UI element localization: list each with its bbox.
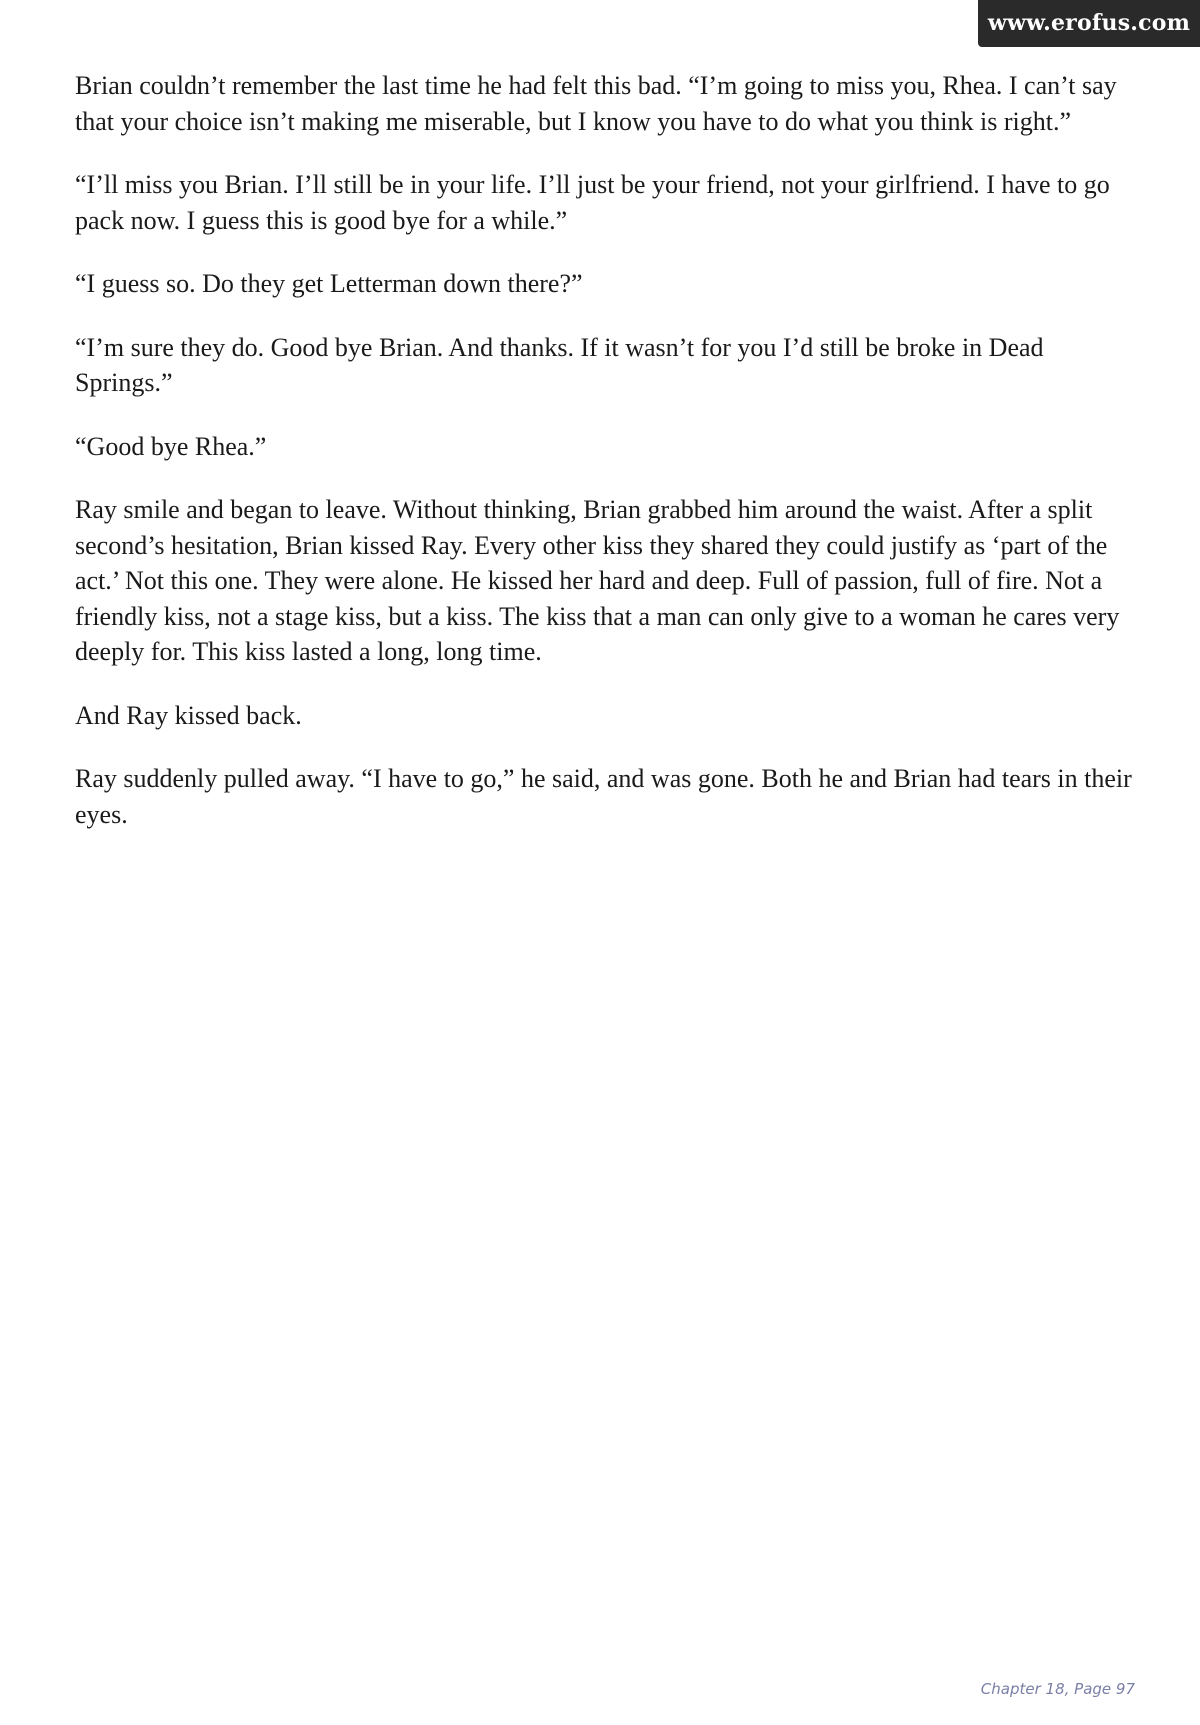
paragraph: Ray suddenly pulled away. “I have to go,” he said, and was gone. Both he and Brian had tears in their eyes.: [75, 764, 1132, 829]
paragraph: “I’m sure they do. Good bye Brian. And thanks. If it wasn’t for you I’d still be broke in Dead Springs.”: [75, 332, 1044, 397]
page-number-footer: Chapter 18, Page 97: [980, 1680, 1135, 1698]
watermark-banner: [978, 0, 1200, 47]
paragraph: And Ray kissed back.: [75, 700, 302, 730]
paragraph: “I guess so. Do they get Letterman down there?”: [75, 269, 583, 298]
paragraph: Brian couldn’t remember the last time he had felt this bad. “I’m going to miss you, Rhea. I can’t say that your choice isn’t making me miserable, but I know you have to do what you think is right.”: [75, 71, 1117, 136]
paragraph: “Good bye Rhea.”: [75, 431, 267, 461]
paragraph: Ray smile and began to leave. Without thinking, Brian grabbed him around the waist. After a split second’s hesitation, Brian kissed Ray. Every other kiss they shared they could justify as ‘part of the act.’ Not this one. They were alone. He kissed her hard and deep. Full of passion, full of fire. Not a friendly kiss, not a stage kiss, but a kiss. The kiss that a man can only give to a woman he cares very deeply for. This kiss lasted a long, long time.: [75, 495, 1120, 666]
paragraph: “I’ll miss you Brian. I’ll still be in your life. I’ll just be your friend, not your girlfriend. I have to go pack now. I guess this is good bye for a while.”: [75, 170, 1110, 235]
story-text: [75, 68, 1135, 860]
watermark-text: www.erofus.com: [987, 10, 1191, 36]
